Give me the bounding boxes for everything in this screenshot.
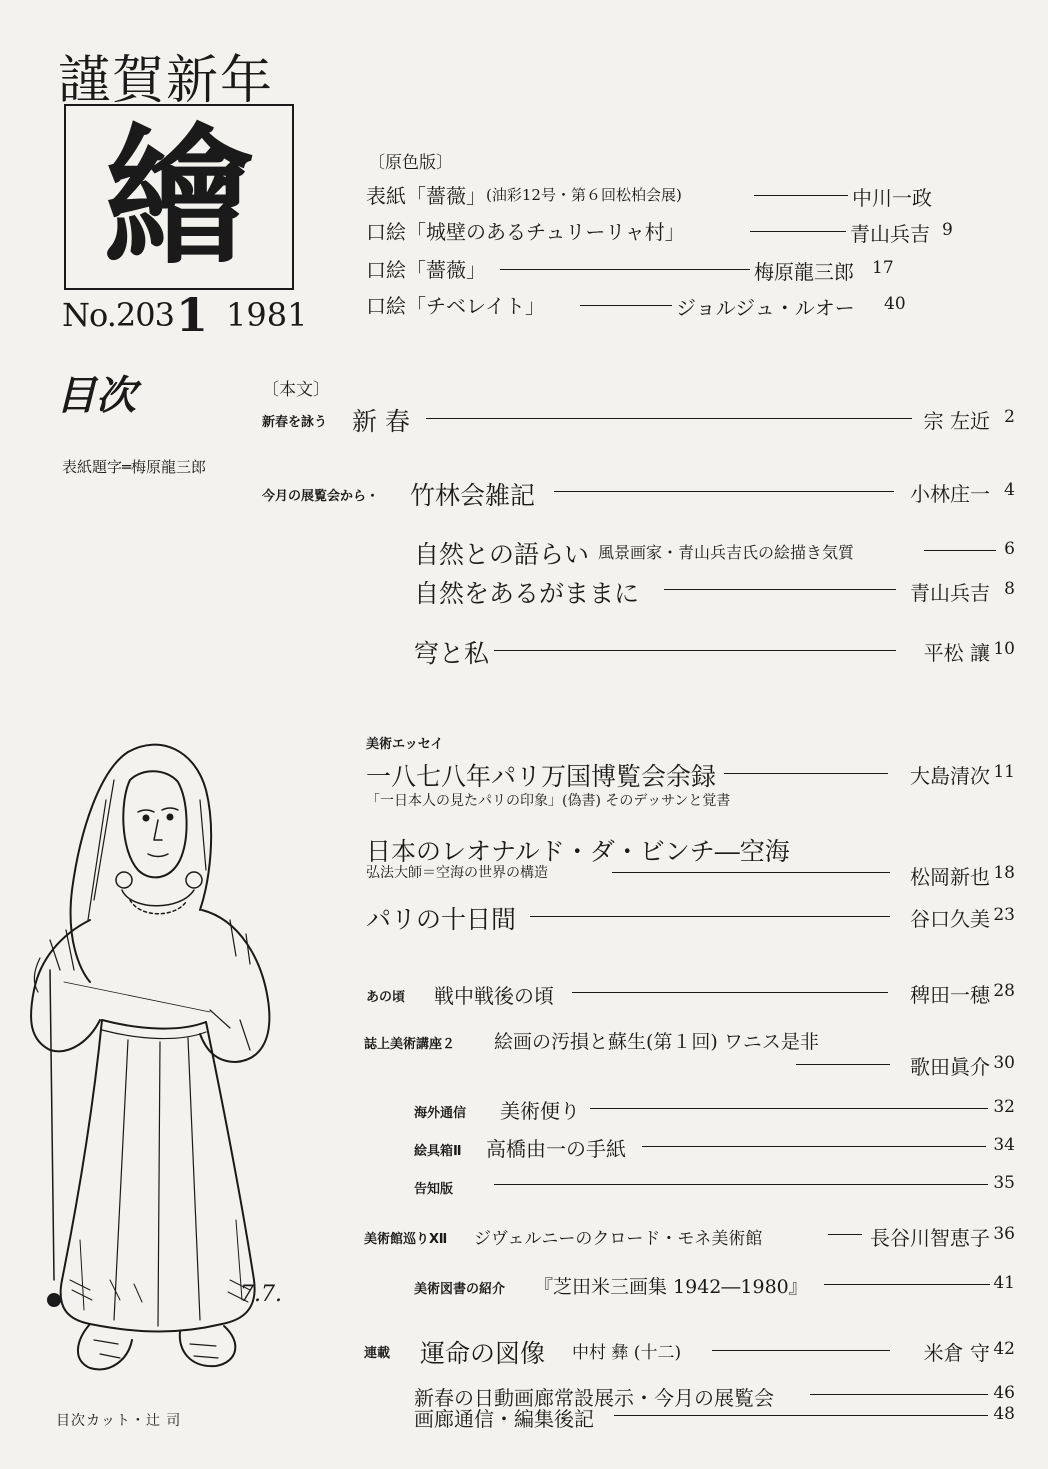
leader-line (612, 872, 890, 873)
leader-line (494, 650, 896, 651)
chikurin-category: 今月の展覧会から・ (262, 489, 380, 504)
body-heading: 〔本文〕 (262, 380, 330, 400)
leader-line (554, 491, 894, 492)
rensai-subtitle: 中村 彝 (十二) (572, 1343, 682, 1363)
shizen1-subtitle: 風景画家・青山兵吉氏の絵描き気質 (598, 543, 855, 562)
kouza-page: 30 (993, 1053, 1015, 1073)
issue-month: 1 (176, 288, 209, 342)
plate-cover-title: 表紙「薔薇」 (366, 184, 486, 208)
paris1878-page: 11 (993, 762, 1015, 782)
bijutsukan-title: ジヴェルニーのクロード・モネ美術館 (474, 1229, 763, 1249)
shizen2-title: 自然をあるがままに (414, 579, 640, 608)
paris10-page: 23 (993, 905, 1015, 925)
shinshun-title: 新 春 (352, 407, 410, 436)
rensai-page: 42 (993, 1339, 1015, 1359)
leader-line (664, 589, 896, 590)
leader-line (500, 269, 750, 270)
leader-line (810, 1394, 988, 1395)
leader-line (824, 1284, 990, 1285)
kouza-category: 誌上美術講座２ (364, 1037, 456, 1052)
enogu-page: 34 (993, 1135, 1015, 1155)
bijutsukan-author: 長谷川智恵子 (870, 1226, 990, 1250)
leader-line (924, 550, 996, 551)
plate-frontis-3-page: 40 (884, 294, 906, 314)
kouza-author: 歌田眞介 (910, 1055, 990, 1079)
shizen2-page: 8 (1004, 579, 1015, 599)
chikurin-author: 小林庄一 (910, 482, 990, 506)
essay-category: 美術エッセイ (366, 737, 444, 752)
paris1878-author: 大島清次 (910, 764, 990, 788)
paris10-title: パリの十日間 (366, 905, 517, 934)
leader-line (796, 1064, 890, 1065)
davinci-subtitle: 弘法大師＝空海の世界の構造 (366, 865, 548, 881)
kokuchi-page: 35 (993, 1173, 1015, 1193)
leader-line (494, 1184, 988, 1185)
kokuchi-category: 告知版 (414, 1182, 454, 1197)
leader-line (614, 1415, 988, 1416)
plate-frontis-1-page: 9 (942, 220, 953, 240)
paris10-author: 谷口久美 (910, 907, 990, 931)
kaigai-category: 海外通信 (414, 1106, 467, 1121)
leader-line (580, 305, 672, 306)
anokoro-category: あの頃 (366, 990, 406, 1005)
plate-frontis-1-title: 口絵「城壁のあるチュリーリャ村」 (366, 220, 685, 244)
chikurin-title: 竹林会雑記 (410, 481, 536, 510)
bijutsukan-page: 36 (993, 1224, 1015, 1244)
leader-line (426, 418, 912, 419)
davinci-page: 18 (993, 863, 1015, 883)
leader-line (712, 1350, 890, 1351)
davinci-author: 松岡新也 (910, 865, 990, 889)
greeting: 謹賀新年 (58, 51, 275, 111)
davinci-title: 日本のレオナルド・ダ・ビンチ―空海 (366, 837, 790, 866)
anokoro-title: 戦中戦後の頃 (434, 984, 554, 1008)
plate-cover-note: (油彩12号・第６回松柏会展) (486, 186, 682, 204)
leader-line (828, 1234, 862, 1235)
shizen1-page: 6 (1004, 539, 1015, 559)
color-plates-heading: 〔原色版〕 (368, 153, 453, 173)
issue-year: 1981 (226, 296, 308, 334)
leader-line (724, 773, 888, 774)
leader-line (572, 992, 888, 993)
leader-line (750, 231, 846, 232)
plate-frontis-3-author: ジョルジュ・ルオー (676, 296, 855, 320)
kaigai-page: 32 (993, 1097, 1015, 1117)
rensai-category: 連載 (364, 1346, 391, 1361)
enogu-category: 絵具箱Ⅱ (414, 1144, 462, 1159)
cut-credit: 目次カット・辻 司 (56, 1413, 182, 1429)
enogu-title: 高橋由一の手紙 (486, 1137, 626, 1161)
anokoro-author: 稗田一穂 (910, 983, 990, 1007)
leader-line (590, 1108, 988, 1109)
shizen2-author: 青山兵吉 (910, 581, 990, 605)
shinshun-category: 新春を詠う (262, 415, 328, 430)
shizen1-title: 自然との語らい (414, 540, 590, 569)
issue-number: No.203 (62, 296, 174, 334)
shinshun-author: 宗 左近 (923, 409, 990, 433)
plate-frontis-2-author: 梅原龍三郎 (754, 260, 854, 284)
magazine-logo (64, 104, 294, 290)
plate-cover-author: 中川一政 (852, 186, 932, 210)
garou-page: 48 (993, 1404, 1015, 1424)
kyu-author: 平松 讓 (923, 641, 990, 665)
plate-frontis-2-title: 口絵「薔薇」 (366, 258, 486, 282)
tosho-category: 美術図書の紹介 (414, 1282, 506, 1297)
leader-line (754, 195, 848, 196)
leader-line (530, 916, 890, 917)
kyu-title: 穹と私 (414, 639, 490, 668)
logo-character: 繪 (103, 109, 254, 285)
garou-title: 画廊通信・編集後記 (414, 1407, 594, 1431)
shinshun-page: 2 (1004, 407, 1015, 427)
bijutsukan-category: 美術館巡りⅫ (364, 1232, 448, 1247)
anokoro-page: 28 (993, 981, 1015, 1001)
plate-frontis-2-page: 17 (872, 258, 894, 278)
illustration-signature: 7.7. (240, 1282, 282, 1307)
tosho-page: 41 (993, 1273, 1015, 1293)
paris1878-title: 一八七八年パリ万国博覧会余録 (366, 762, 717, 791)
kyu-page: 10 (993, 639, 1015, 659)
paris1878-subtitle: 「一日本人の見たパリの印象」(偽書) そのデッサンと覚書 (366, 793, 731, 809)
title-calligraphy-credit: 表紙題字═梅原龍三郎 (62, 458, 207, 476)
tosho-title: 『芝田米三画集 1942―1980』 (534, 1276, 808, 1298)
leader-line (642, 1146, 986, 1147)
contents-title: 目次 (56, 372, 136, 419)
kaigai-title: 美術便り (500, 1099, 580, 1123)
rensai-author: 米倉 守 (923, 1341, 990, 1365)
nichido-page: 46 (993, 1383, 1015, 1403)
rensai-title: 運命の図像 (420, 1339, 546, 1368)
plate-frontis-3-title: 口絵「チベレイト」 (366, 294, 545, 318)
kouza-title: 絵画の汚損と蘇生(第１回) ワニス是非 (494, 1031, 819, 1053)
plate-frontis-1-author: 青山兵吉 (850, 222, 930, 246)
chikurin-page: 4 (1004, 480, 1015, 500)
nichido-title: 新春の日動画廊常設展示・今月の展覧会 (414, 1386, 774, 1410)
